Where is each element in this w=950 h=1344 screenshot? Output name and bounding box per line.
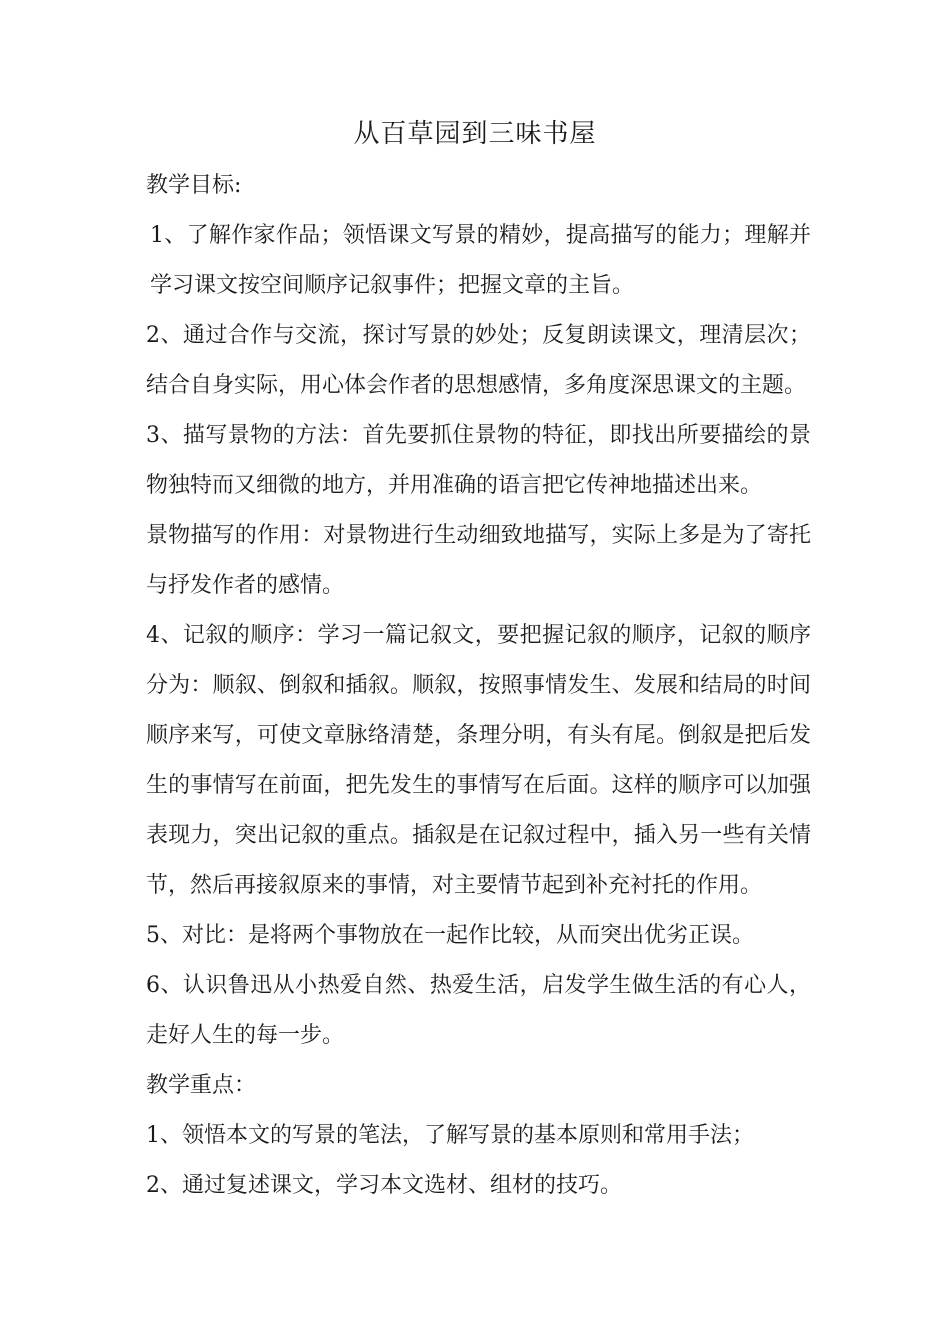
objective-paragraph-2: 2、通过合作与交流，探讨写景的妙处；反复朗读课文，理清层次；结合自身实际，用心体会作者的思想感情，多角度深思课文的主题。 [146,323,811,398]
section-heading-objectives: 教学目标: [146,173,242,198]
objective-paragraph-4: 4、记叙的顺序：学习一篇记叙文，要把握记叙的顺序，记叙的顺序分为：顺叙、倒叙和插叙。顺叙，按照事情发生、发展和结局的时间顺序来写，可使文章脉络清楚，条理分明，有头有尾。倒叙是把后发生的事情写在前面，把先发生的事情写在后面。这样的顺序可以加强表现力，突出记叙的重点。插叙是在记叙过程中，插入另一些有关情节，然后再接叙原来的事情，对主要情节起到补充衬托的作用。 [146,623,811,898]
key-point-paragraph-1: 1、领悟本文的写景的笔法，了解写景的基本原则和常用手法； [146,1123,754,1148]
objective-paragraph-1: 1、了解作家作品；领悟课文写景的精妙，提高描写的能力；理解并学习课文按空间顺序记叙事件；把握文章的主旨。 [150,223,811,298]
objective-paragraph-3: 3、描写景物的方法：首先要抓住景物的特征，即找出所要描绘的景物独特而又细微的地方，并用准确的语言把它传神地描述出来。 [146,423,811,498]
key-point-paragraph-2: 2、通过复述课文，学习本文选材、组材的技巧。 [146,1173,622,1198]
objective-paragraph-scenery-function: 景物描写的作用：对景物进行生动细致地描写，实际上多是为了寄托与抒发作者的感情。 [146,523,811,598]
section-heading-key-points: 教学重点： [146,1073,257,1098]
objective-paragraph-5: 5、对比：是将两个事物放在一起作比较，从而突出优劣正误。 [146,923,754,948]
document-title: 从百草园到三味书屋 [353,119,597,149]
objective-paragraph-6: 6、认识鲁迅从小热爱自然、热爱生活，启发学生做生活的有心人，走好人生的每一步。 [146,973,811,1048]
document-body [146,161,811,1211]
